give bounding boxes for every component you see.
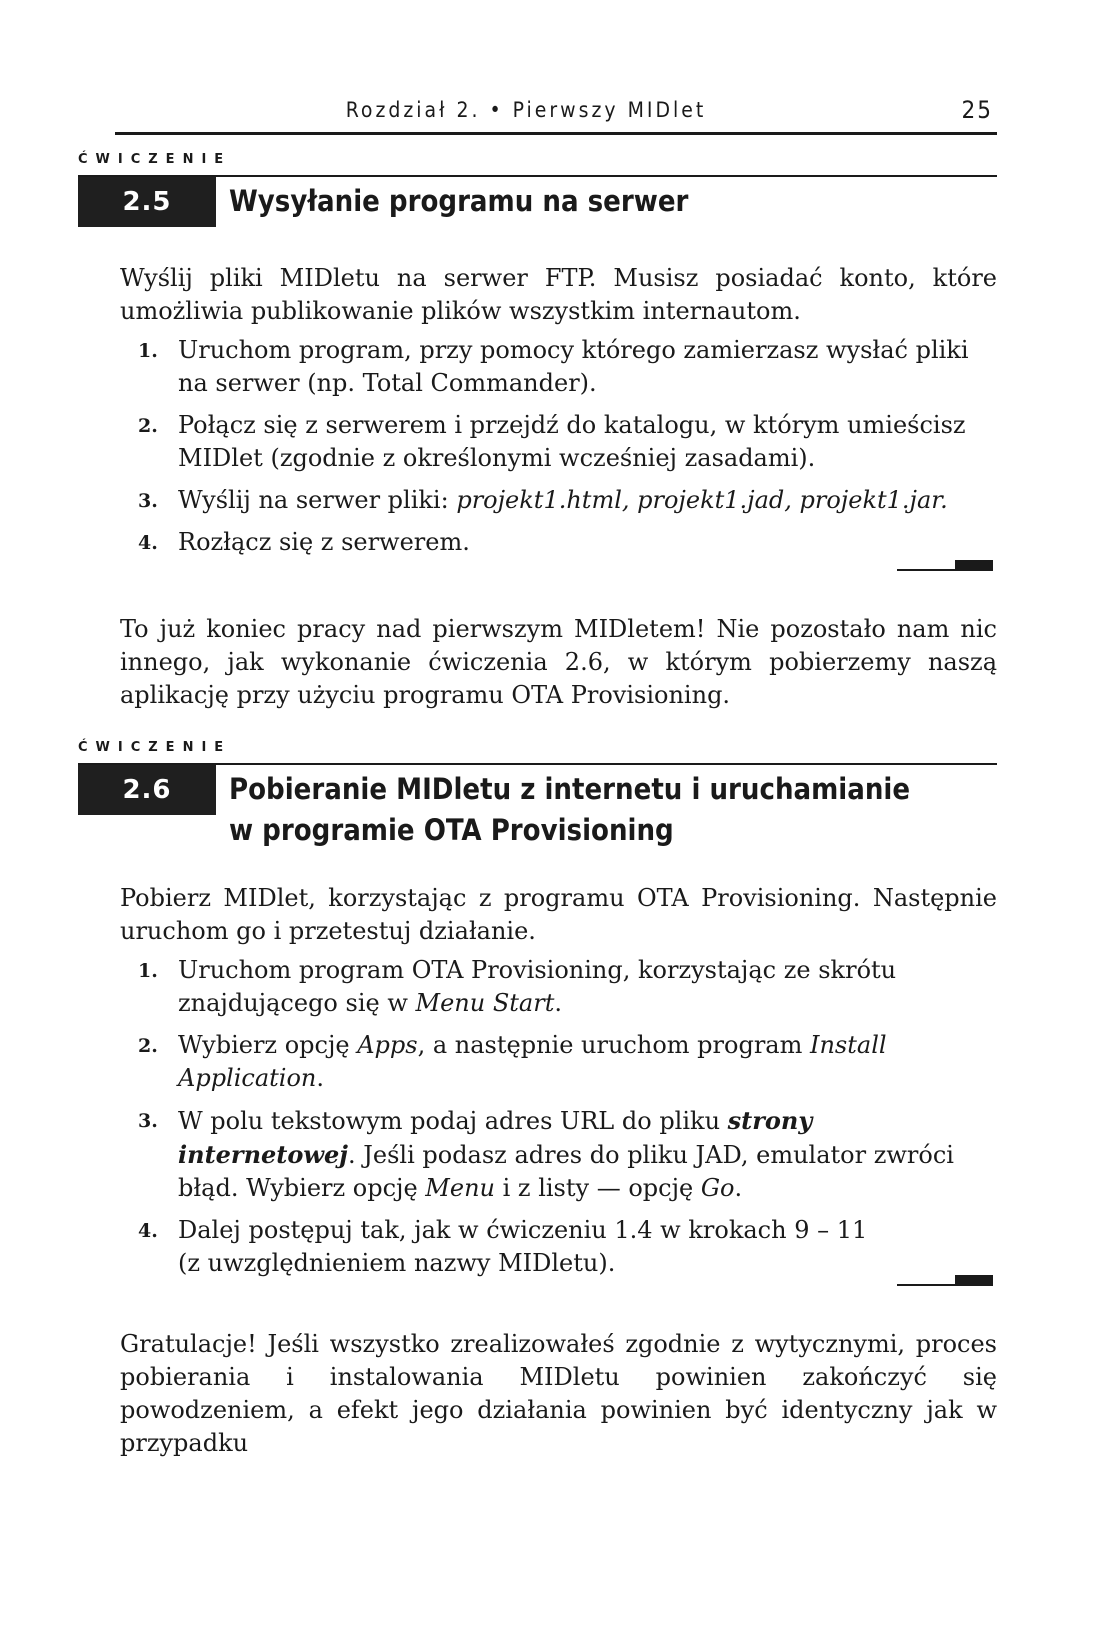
running-title: Rozdział 2. • Pierwszy MIDlet (345, 98, 707, 122)
ui-term: Menu (425, 1174, 495, 1202)
exercise-number-box: 2.6 (78, 765, 216, 815)
step-number: 4. (138, 532, 158, 554)
list-item (120, 1104, 997, 1205)
step-text: Wyślij na serwer pliki: (178, 486, 457, 514)
step-text: Rozłącz się z serwerem. (178, 528, 470, 556)
step-text: , a następnie uruchom program (417, 1031, 810, 1059)
step-number: 3. (138, 1110, 158, 1132)
list-item (120, 954, 997, 1020)
step-number: 2. (138, 415, 158, 437)
ui-term: Apps (357, 1031, 418, 1059)
step-text: Uruchom program, przy pomocy którego zamierzasz wysłać pliki na serwer (np. Total Commander). (178, 336, 969, 397)
closing-paragraph: Gratulacje! Jeśli wszystko zrealizowałeś zgodnie z wytycznymi, proces pobierania i instalowania MIDletu powinien zakończyć się powodzeniem, a efekt jego działania powinien być identyczny jak w przypadku (120, 1330, 997, 1457)
emphasis: strony internetowej (178, 1106, 813, 1169)
list-item (120, 1214, 997, 1280)
exercise-title-line: w programie OTA Provisioning (229, 813, 674, 847)
step-text: Dalej postępuj tak, jak w ćwiczeniu 1.4 w krokach 9 – 11 (178, 1216, 868, 1244)
exercise-label: ĆWICZENIE (78, 152, 232, 167)
list-item (120, 409, 997, 475)
exercise-number-box: 2.5 (78, 177, 216, 227)
step-text: . (554, 989, 562, 1017)
step-text: i z listy — opcję (495, 1174, 701, 1202)
exercise-steps (120, 334, 997, 568)
step-text: . Jeśli podasz adres do pliku JAD, emulator zwróci błąd. Wybierz opcję (178, 1141, 954, 1202)
ui-term: Go (700, 1174, 735, 1202)
ui-term: Menu Start (415, 989, 555, 1017)
exercise-end-mark (897, 1275, 993, 1287)
step-text: Uruchom program OTA Provisioning, korzystając ze skrótu znajdującego się w (178, 956, 897, 1017)
step-number: 4. (138, 1220, 158, 1242)
exercise-title (229, 769, 910, 851)
transition-paragraph: To już koniec pracy nad pierwszym MIDletem! Nie pozostało nam nic innego, jak wykonanie ćwiczenia 2.6, w którym pobierzemy naszą aplikację przy użyciu programu OTA Provisioning. (120, 615, 997, 709)
step-text: (z uwzględnieniem nazwy MIDletu). (178, 1249, 616, 1277)
page-number: 25 (961, 96, 993, 124)
list-item (120, 484, 997, 517)
step-number: 2. (138, 1035, 158, 1057)
running-header (115, 96, 997, 135)
step-text: Wybierz opcję (178, 1031, 358, 1059)
step-text: Połącz się z serwerem i przejdź do katalogu, w którym umieścisz MIDlet (zgodnie z określonymi wcześniej zasadami). (178, 411, 966, 472)
exercise-label: ĆWICZENIE (78, 740, 232, 755)
exercise-title-line: Pobieranie MIDletu z internetu i uruchamianie (229, 772, 911, 806)
list-item (120, 1029, 997, 1095)
exercise-title: Wysyłanie programu na serwer (229, 184, 689, 218)
file-names: projekt1.html, projekt1.jad, projekt1.jar. (456, 486, 948, 514)
step-text: . (316, 1064, 325, 1092)
step-text: W polu tekstowym podaj adres URL do pliku (178, 1107, 728, 1135)
step-number: 1. (138, 960, 158, 982)
exercise-intro: Pobierz MIDlet, korzystając z programu OTA Provisioning. Następnie uruchom go i przetestuj działanie. (120, 884, 997, 945)
exercise-end-mark (897, 560, 993, 572)
list-item (120, 526, 997, 559)
exercise-steps (120, 954, 997, 1289)
exercise-intro: Wyślij pliki MIDletu na serwer FTP. Musisz posiadać konto, które umożliwia publikowanie plików wszystkim internautom. (120, 264, 997, 325)
step-number: 1. (138, 340, 158, 362)
step-number: 3. (138, 490, 158, 512)
list-item (120, 334, 997, 400)
step-text: . (734, 1174, 743, 1202)
ui-term: Install Application (178, 1031, 887, 1092)
